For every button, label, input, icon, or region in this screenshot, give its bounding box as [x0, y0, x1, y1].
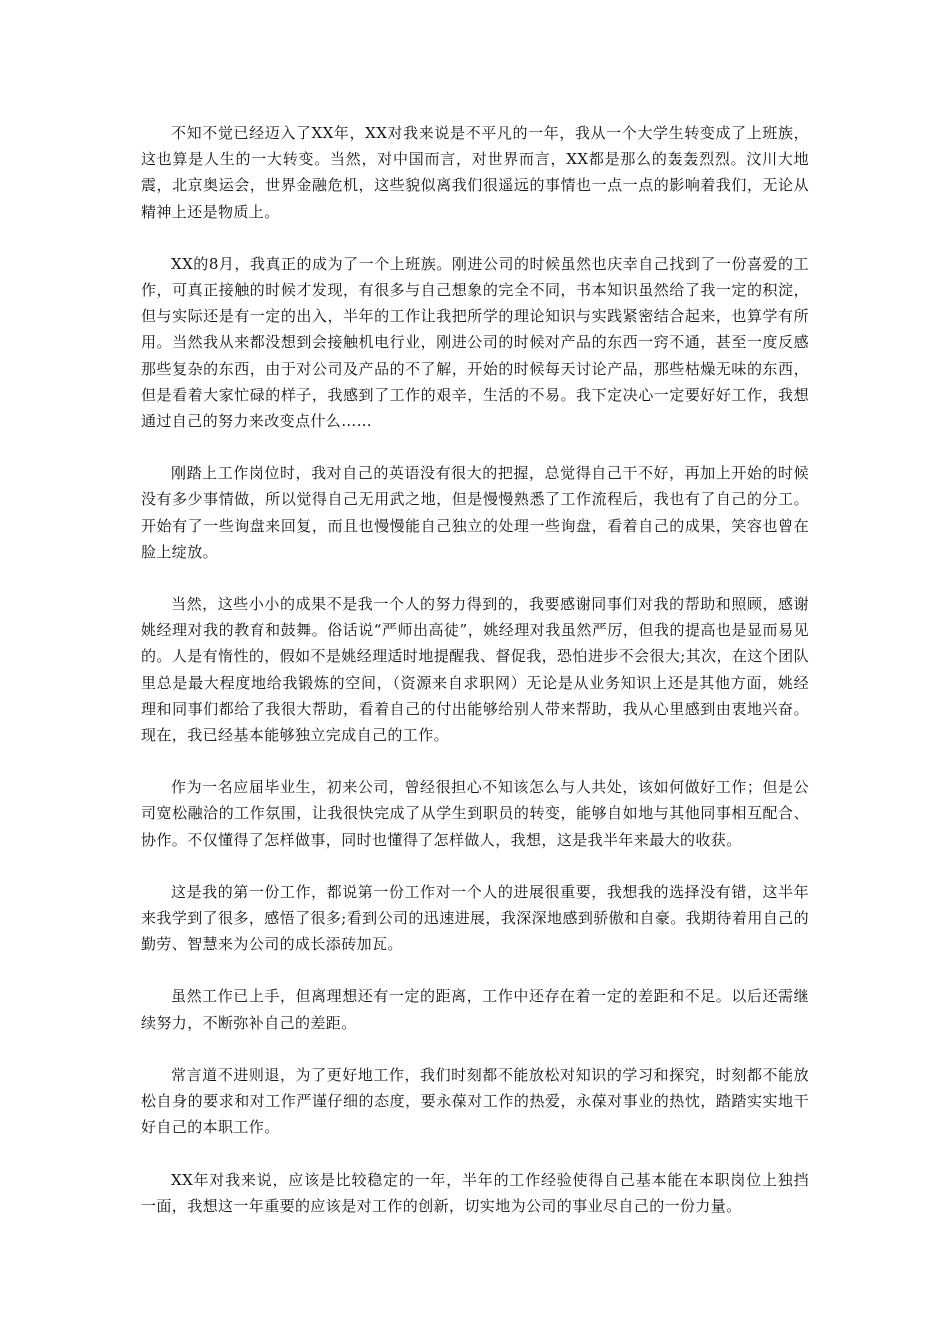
paragraph-6: 这是我的第一份工作，都说第一份工作对一个人的进展很重要，我想我的选择没有错，这半年来我学到了很多，感悟了很多;看到公司的迅速进展，我深深地感到骄傲和自豪。我期待着用自己的勤劳、智慧来为公司的成长添砖加瓦。: [141, 882, 809, 954]
paragraph-1: 不知不觉已经迈入了XX年，XX对我来说是不平凡的一年，我从一个大学生转变成了上班族，这也算是人生的一大转变。当然，对中国而言，对世界而言，XX都是那么的轰轰烈烈。汶川大地震，北京奥运会，世界金融危机，这些貌似离我们很遥远的事情也一点一点的影响着我们，无论从精神上还是物质上。: [141, 124, 809, 221]
paragraph-3: 刚踏上工作岗位时，我对自己的英语没有很大的把握，总觉得自己干不好，再加上开始的时候没有多少事情做，所以觉得自己无用武之地，但是慢慢熟悉了工作流程后，我也有了自己的分工。开始有了一些询盘来回复，而且也慢慢能自己独立的处理一些询盘，看着自己的成果，笑容也曾在脸上绽放。: [141, 464, 809, 561]
paragraph-7: 虽然工作已上手，但离理想还有一定的距离，工作中还存在着一定的差距和不足。以后还需继续努力，不断弥补自己的差距。: [141, 987, 809, 1032]
document-body: [141, 120, 809, 1245]
paragraph-8: 常言道不进则退，为了更好地工作，我们时刻都不能放松对知识的学习和探究，时刻都不能放松自身的要求和对工作严谨仔细的态度，要永葆对工作的热爱，永葆对事业的热忱，踏踏实实地干好自己的本职工作。: [141, 1065, 809, 1137]
paragraph-2: XX的8月，我真正的成为了一个上班族。刚进公司的时候虽然也庆幸自己找到了一份喜爱的工作，可真正接触的时候才发现，有很多与自己想象的完全不同，书本知识虽然给了我一定的积淀，但与实际还是有一定的出入，半年的工作让我把所学的理论知识与实践紧密结合起来，也算学有所用。当然我从来都没想到会接触机电行业，刚进公司的时候对产品的东西一窍不通，甚至一度反感那些复杂的东西，由于对公司及产品的不了解，开始的时候每天讨论产品，那些枯燥无味的东西，但是看着大家忙碌的样子，我感到了工作的艰辛，生活的不易。我下定决心一定要好好工作，我想通过自己的努力来改变点什么……: [141, 254, 809, 431]
paragraph-4: 当然，这些小小的成果不是我一个人的努力得到的，我要感谢同事们对我的帮助和照顾，感谢姚经理对我的教育和鼓舞。俗话说“严师出高徒”，姚经理对我虽然严厉，但我的提高也是显而易见的。人是有惰性的，假如不是姚经理适时地提醒我、督促我，恐怕进步不会很大;其次，在这个团队里总是最大程度地给我锻炼的空间，（资源来自求职网）无论是从业务知识上还是其他方面，姚经理和同事们都给了我很大帮助，看着自己的付出能够给别人带来帮助，我从心里感到由衷地兴奋。现在，我已经基本能够独立完成自己的工作。: [141, 595, 809, 745]
paragraph-5: 作为一名应届毕业生，初来公司，曾经很担心不知该怎么与人共处，该如何做好工作；但是公司宽松融洽的工作氛围，让我很快完成了从学生到职员的转变，能够自如地与其他同事相互配合、协作。不仅懂得了怎样做事，同时也懂得了怎样做人，我想，这是我半年来最大的收获。: [141, 778, 809, 849]
paragraph-9: XX年对我来说，应该是比较稳定的一年，半年的工作经验使得自己基本能在本职岗位上独挡一面，我想这一年重要的应该是对工作的创新，切实地为公司的事业尽自己的一份力量。: [141, 1170, 809, 1215]
